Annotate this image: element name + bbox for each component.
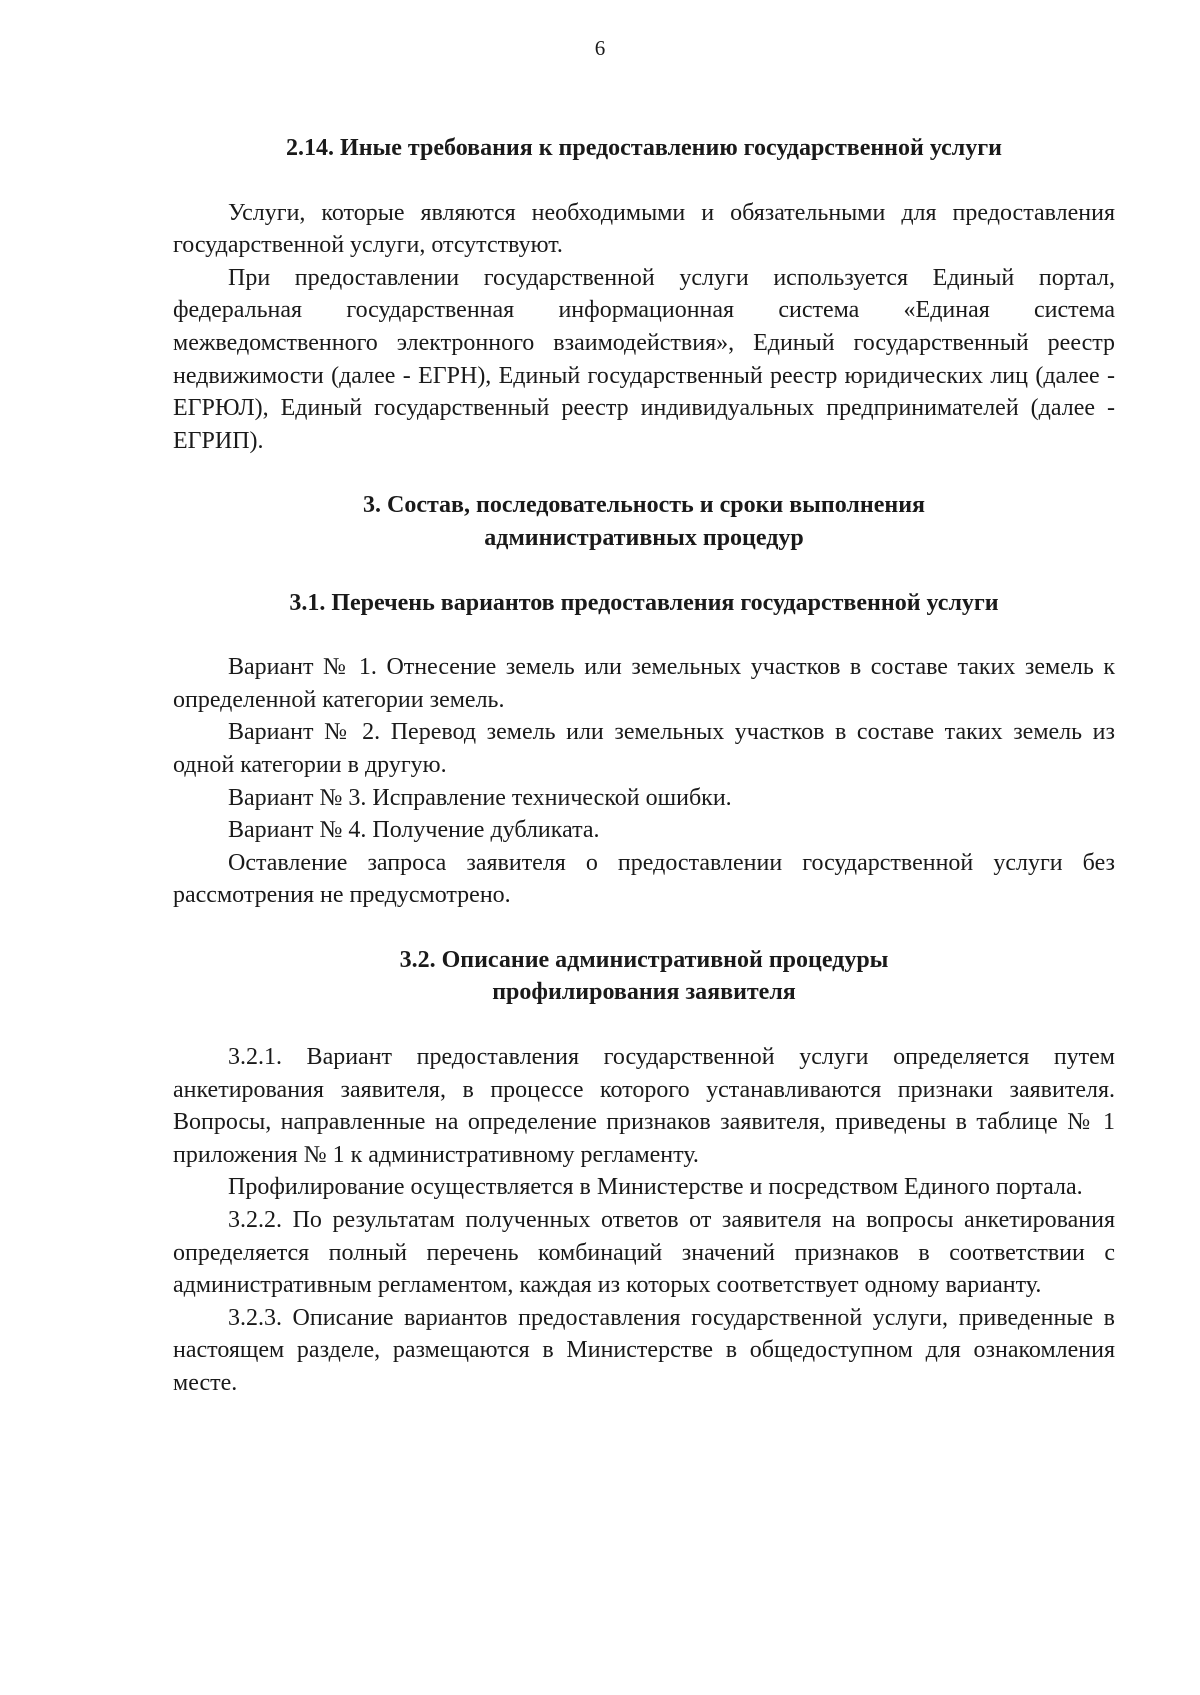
paragraph: Вариант № 2. Перевод земель или земельных участков в составе таких земель из одной категории в другую. (173, 719, 1115, 778)
section-heading-line: профилирования заявителя (492, 979, 796, 1006)
paragraph: Вариант № 3. Исправление технической ошибки. (228, 784, 732, 811)
page-number: 6 (594, 36, 606, 60)
paragraph: 3.2.3. Описание вариантов предоставления государственной услуги, приведенные в настоящем разделе, размещаются в Министерстве в общедоступном для ознакомления месте. (173, 1304, 1115, 1396)
paragraph: 3.2.2. По результатам полученных ответов от заявителя на вопросы анкетирования определяется полный перечень комбинаций значений признаков в соответствии с административным регламентом, каждая из которых соответствует одному варианту. (173, 1207, 1115, 1299)
paragraph: 3.2.1. Вариант предоставления государственной услуги определяется путем анкетирования заявителя, в процессе которого устанавливаются признаки заявителя. Вопросы, направленные на определение признаков заявителя, приведены в таблице № 1 приложения № 1 к административному регламенту. (173, 1044, 1115, 1168)
section-3 (173, 489, 1115, 554)
paragraph: Профилирование осуществляется в Министерстве и посредством Единого портала. (228, 1174, 1083, 1201)
paragraph: Вариант № 4. Получение дубликата. (228, 817, 600, 844)
paragraph: При предоставлении государственной услуги используется Единый портал, федеральная государственная информационная система «Единая система межведомственного электронного взаимодействия», Единый государственный реестр недвижимости (далее - ЕГРН), Единый государственный реестр юридических лиц (далее - ЕГРЮЛ), Единый государственный реестр индивидуальных предпринимателей (далее - ЕГРИП). (173, 264, 1115, 454)
paragraph: Вариант № 1. Отнесение земель или земельных участков в составе таких земель к определенной категории земель. (173, 654, 1115, 713)
section-3-2 (173, 944, 1115, 1400)
paragraph: Услуги, которые являются необходимыми и обязательными для предоставления государственной услуги, отсутствуют. (173, 199, 1115, 259)
paragraph: Оставление запроса заявителя о предоставлении государственной услуги без рассмотрения не предусмотрено. (173, 849, 1115, 909)
section-3-1 (173, 587, 1115, 912)
document-body (173, 132, 1115, 1400)
section-2-14 (173, 132, 1115, 457)
section-heading: 2.14. Иные требования к предоставлению государственной услуги (286, 135, 1002, 161)
section-heading: 3.1. Перечень вариантов предоставления государственной услуги (289, 589, 999, 616)
section-heading-line: 3.2. Описание административной процедуры (399, 946, 889, 973)
section-heading-line: 3. Состав, последовательность и сроки выполнения (362, 492, 926, 519)
section-heading-line: административных процедур (484, 524, 804, 551)
